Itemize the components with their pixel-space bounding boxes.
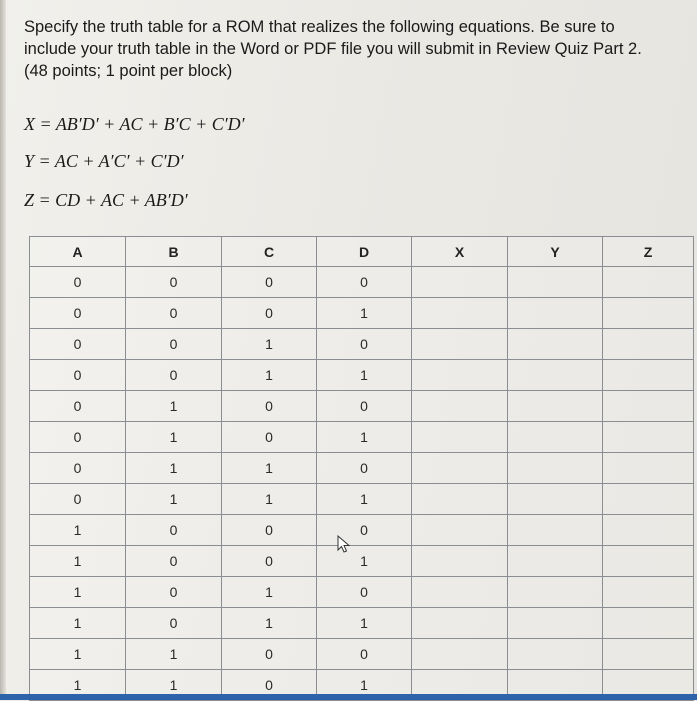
input-cell-c: 1 [222, 484, 317, 515]
input-cell-d: 0 [317, 267, 412, 298]
input-cell-d: 1 [317, 360, 412, 391]
answer-cell-z[interactable] [603, 298, 694, 329]
input-cell-b: 0 [126, 608, 222, 639]
input-cell-c: 0 [222, 298, 317, 329]
input-cell-c: 1 [222, 577, 317, 608]
input-cell-b: 1 [126, 670, 222, 701]
question-prompt [24, 16, 684, 82]
input-cell-b: 0 [126, 298, 222, 329]
input-cell-a: 0 [30, 267, 126, 298]
input-cell-a: 0 [30, 391, 126, 422]
table-row [30, 391, 694, 422]
table-row [30, 484, 694, 515]
col-header-d: D [317, 237, 412, 267]
answer-cell-y[interactable] [508, 484, 603, 515]
input-cell-b: 1 [126, 484, 222, 515]
input-cell-c: 0 [222, 670, 317, 701]
input-cell-b: 0 [126, 546, 222, 577]
input-cell-a: 0 [30, 453, 126, 484]
input-cell-a: 0 [30, 484, 126, 515]
table-row [30, 422, 694, 453]
mouse-pointer-icon [337, 535, 353, 555]
input-cell-b: 0 [126, 515, 222, 546]
answer-cell-y[interactable] [508, 453, 603, 484]
table-row [30, 639, 694, 670]
answer-cell-x[interactable] [412, 422, 508, 453]
equation-x: X = AB′D′ + AC + B′C + C′D′ [24, 114, 245, 134]
table-row [30, 329, 694, 360]
answer-cell-x[interactable] [412, 267, 508, 298]
answer-cell-z[interactable] [603, 546, 694, 577]
input-cell-a: 1 [30, 670, 126, 701]
input-cell-c: 0 [222, 639, 317, 670]
input-cell-b: 0 [126, 267, 222, 298]
input-cell-d: 0 [317, 329, 412, 360]
input-cell-c: 0 [222, 267, 317, 298]
answer-cell-x[interactable] [412, 546, 508, 577]
col-header-y: Y [508, 237, 603, 267]
equation-z: Z = CD + AC + AB′D′ [24, 190, 188, 210]
table-row [30, 267, 694, 298]
input-cell-c: 0 [222, 546, 317, 577]
input-cell-d: 1 [317, 608, 412, 639]
table-row [30, 453, 694, 484]
col-header-c: C [222, 237, 317, 267]
input-cell-c: 1 [222, 329, 317, 360]
input-cell-d: 0 [317, 391, 412, 422]
answer-cell-y[interactable] [508, 546, 603, 577]
input-cell-c: 1 [222, 453, 317, 484]
input-cell-d: 1 [317, 546, 412, 577]
input-cell-d: 0 [317, 453, 412, 484]
input-cell-b: 1 [126, 422, 222, 453]
input-cell-b: 0 [126, 577, 222, 608]
table-row [30, 577, 694, 608]
answer-cell-y[interactable] [508, 422, 603, 453]
input-cell-a: 1 [30, 577, 126, 608]
answer-cell-z[interactable] [603, 515, 694, 546]
answer-cell-y[interactable] [508, 391, 603, 422]
col-header-a: A [30, 237, 126, 267]
input-cell-b: 1 [126, 391, 222, 422]
input-cell-c: 0 [222, 515, 317, 546]
prompt-line-3: (48 points; 1 point per block) [24, 62, 233, 80]
answer-cell-x[interactable] [412, 484, 508, 515]
col-header-x: X [412, 237, 508, 267]
prompt-line-2: include your truth table in the Word or PDF file you will submit in Review Quiz Part 2. [24, 40, 642, 58]
answer-cell-y[interactable] [508, 360, 603, 391]
table-row [30, 360, 694, 391]
answer-cell-z[interactable] [603, 608, 694, 639]
answer-cell-y[interactable] [508, 639, 603, 670]
input-cell-c: 0 [222, 391, 317, 422]
input-cell-a: 0 [30, 360, 126, 391]
input-cell-b: 0 [126, 329, 222, 360]
truth-table [29, 236, 694, 701]
input-cell-d: 1 [317, 670, 412, 701]
answer-cell-x[interactable] [412, 298, 508, 329]
answer-cell-x[interactable] [412, 453, 508, 484]
input-cell-a: 1 [30, 639, 126, 670]
input-cell-a: 1 [30, 608, 126, 639]
answer-cell-x[interactable] [412, 360, 508, 391]
answer-cell-z[interactable] [603, 391, 694, 422]
prompt-line-1: Specify the truth table for a ROM that realizes the following equations. Be sure to [24, 18, 615, 36]
input-cell-a: 0 [30, 422, 126, 453]
answer-cell-z[interactable] [603, 267, 694, 298]
input-cell-b: 0 [126, 360, 222, 391]
answer-cell-z[interactable] [603, 329, 694, 360]
taskbar-strip [0, 694, 697, 700]
answer-cell-y[interactable] [508, 577, 603, 608]
answer-cell-x[interactable] [412, 515, 508, 546]
input-cell-a: 1 [30, 515, 126, 546]
input-cell-d: 1 [317, 484, 412, 515]
input-cell-d: 1 [317, 298, 412, 329]
input-cell-c: 1 [222, 608, 317, 639]
table-row [30, 298, 694, 329]
input-cell-b: 1 [126, 639, 222, 670]
table-header-row [30, 237, 694, 267]
input-cell-d: 0 [317, 639, 412, 670]
answer-cell-z[interactable] [603, 577, 694, 608]
input-cell-a: 0 [30, 298, 126, 329]
input-cell-a: 0 [30, 329, 126, 360]
answer-cell-y[interactable] [508, 267, 603, 298]
truth-table-body [30, 267, 694, 701]
answer-cell-y[interactable] [508, 298, 603, 329]
input-cell-c: 1 [222, 360, 317, 391]
answer-cell-x[interactable] [412, 608, 508, 639]
answer-cell-z[interactable] [603, 360, 694, 391]
equation-y: Y = AC + A′C′ + C′D′ [24, 151, 184, 171]
input-cell-d: 1 [317, 422, 412, 453]
input-cell-d: 0 [317, 515, 412, 546]
col-header-z: Z [603, 237, 694, 267]
table-row [30, 546, 694, 577]
answer-cell-z[interactable] [603, 639, 694, 670]
answer-cell-y[interactable] [508, 515, 603, 546]
table-row [30, 515, 694, 546]
answer-cell-y[interactable] [508, 608, 603, 639]
input-cell-c: 0 [222, 422, 317, 453]
page-edge [0, 0, 6, 700]
answer-cell-z[interactable] [603, 422, 694, 453]
table-row [30, 608, 694, 639]
input-cell-b: 1 [126, 453, 222, 484]
answer-cell-z[interactable] [603, 453, 694, 484]
col-header-b: B [126, 237, 222, 267]
answer-cell-x[interactable] [412, 391, 508, 422]
answer-cell-x[interactable] [412, 639, 508, 670]
answer-cell-x[interactable] [412, 329, 508, 360]
answer-cell-y[interactable] [508, 329, 603, 360]
answer-cell-z[interactable] [603, 484, 694, 515]
input-cell-d: 0 [317, 577, 412, 608]
input-cell-a: 1 [30, 546, 126, 577]
answer-cell-x[interactable] [412, 577, 508, 608]
